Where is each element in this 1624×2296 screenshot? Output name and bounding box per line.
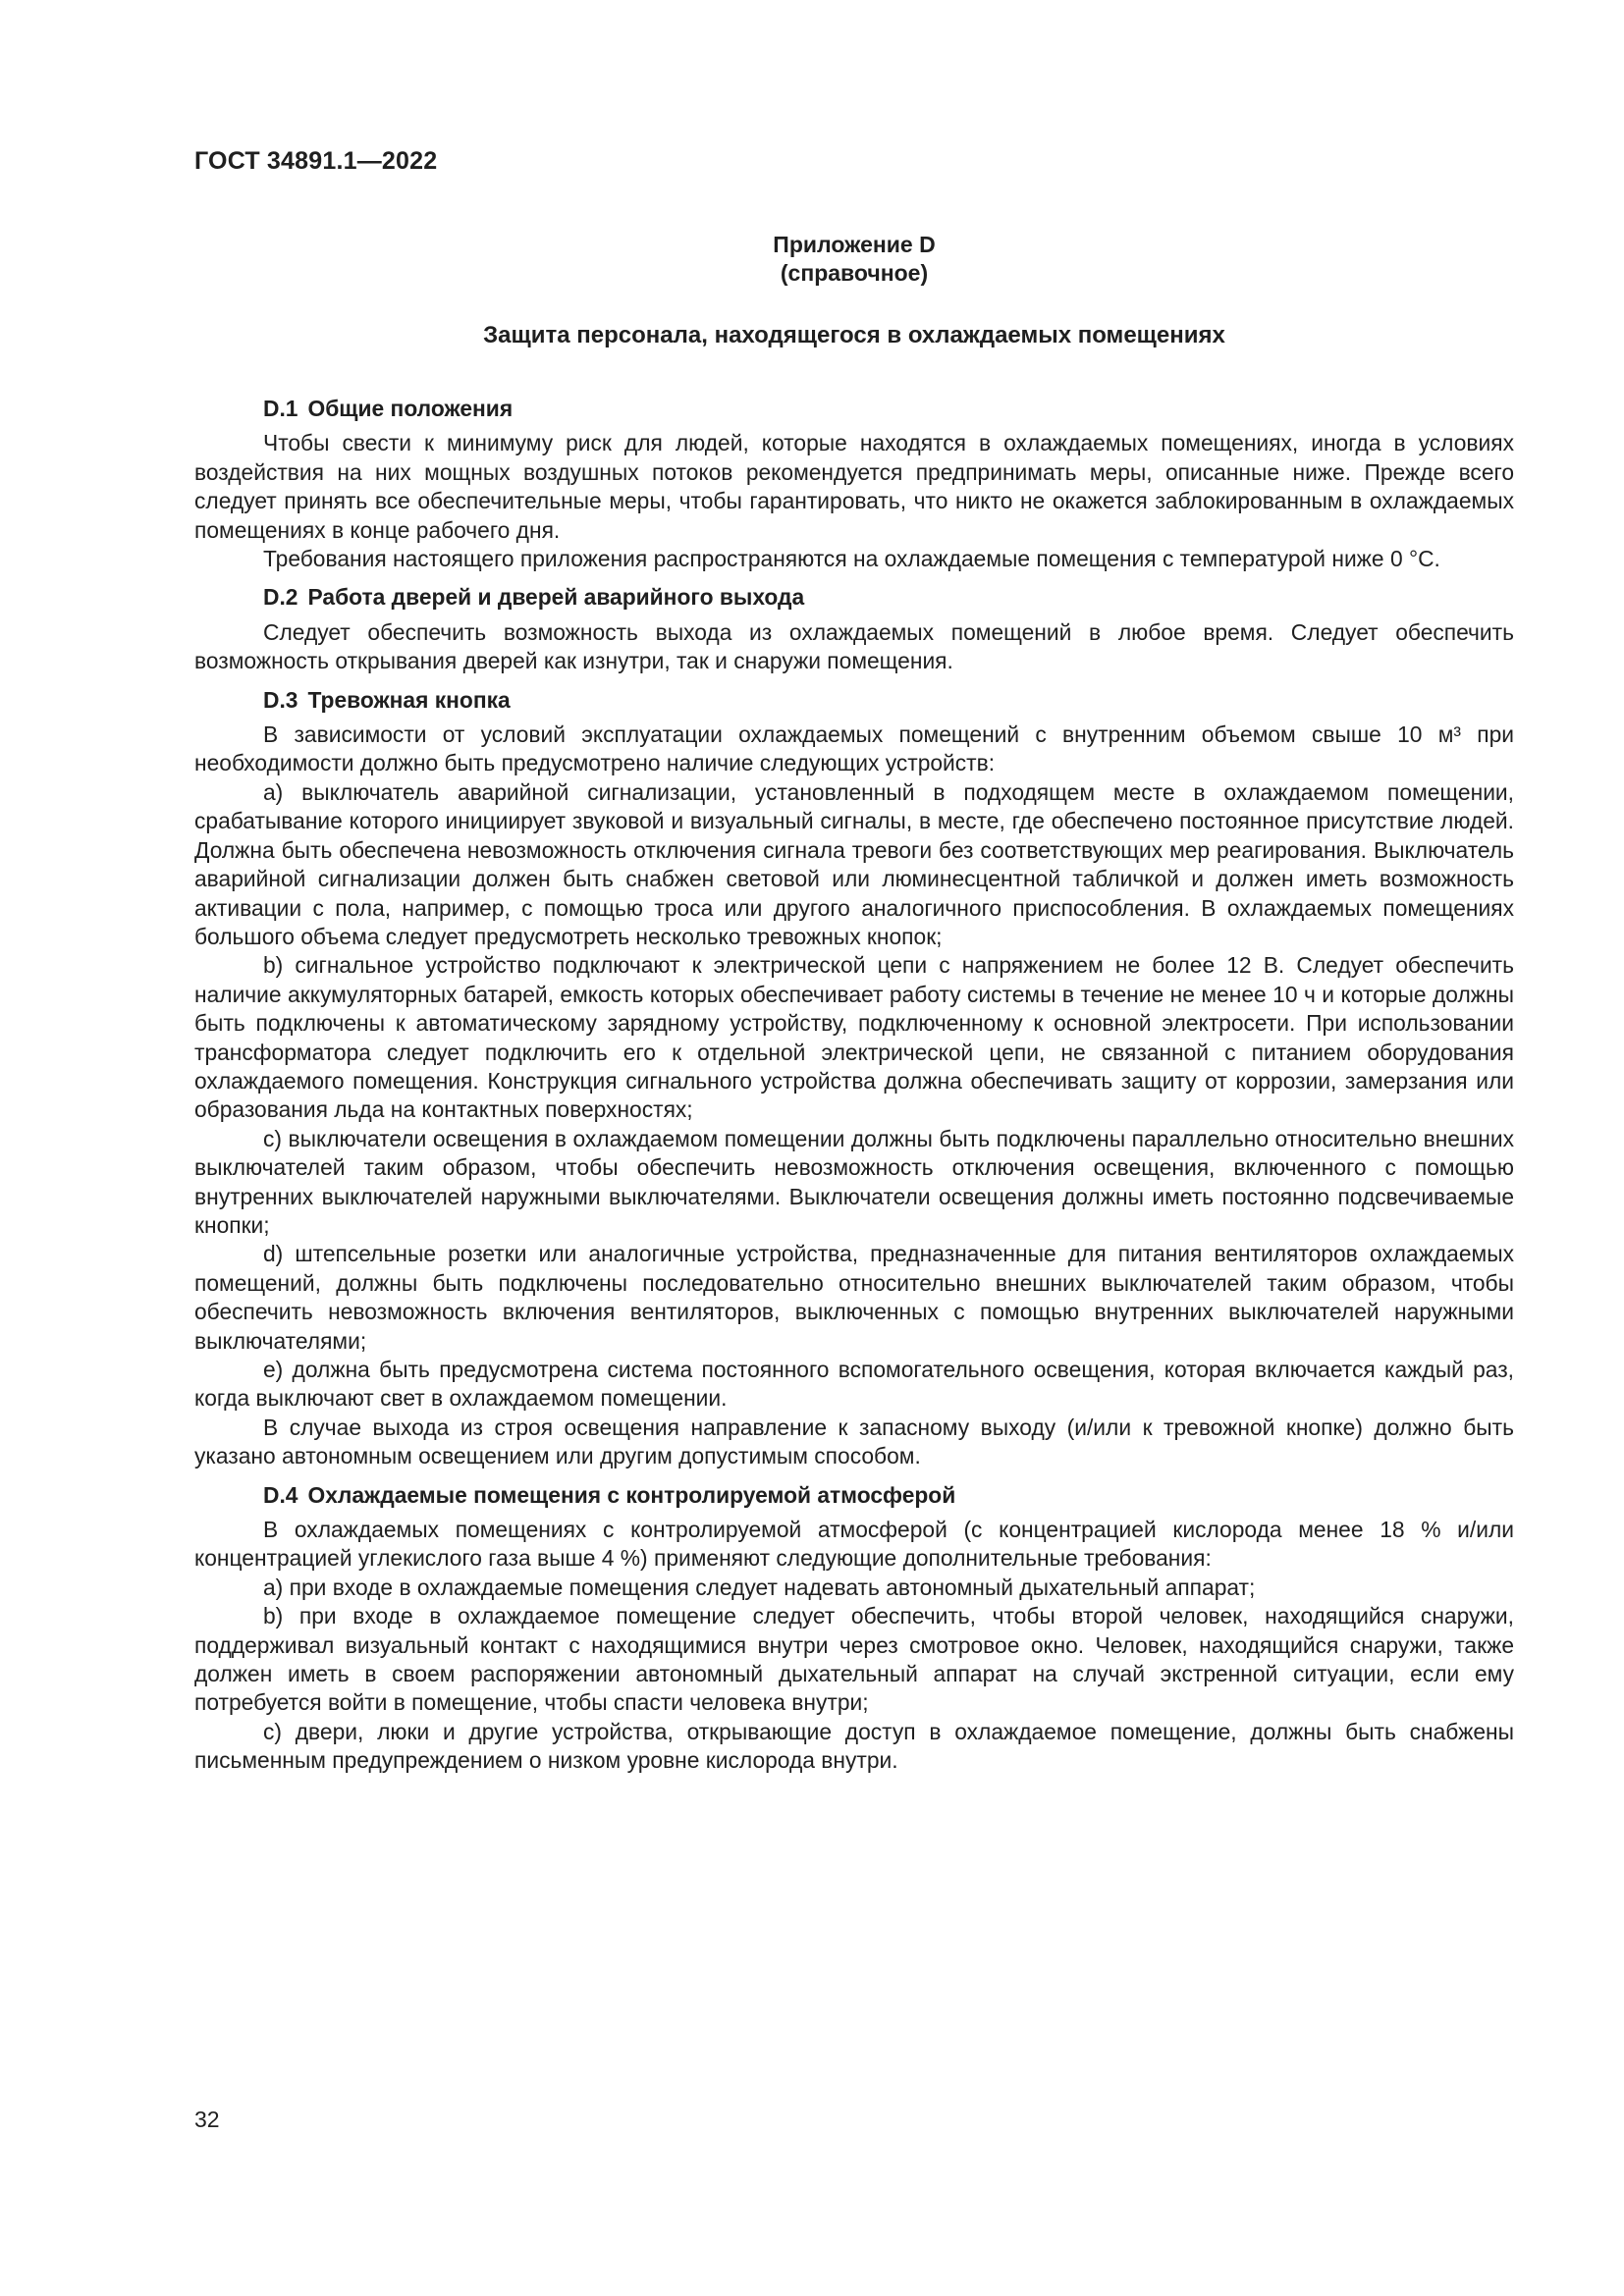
section-heading-d4 [194, 1481, 1514, 1510]
section-title: Работа дверей и дверей аварийного выхода [307, 584, 805, 611]
list-item-d: d) штепсельные розетки или аналогичные устройства, предназначенные для питания вентиляторов охлаждаемых помещений, должны быть подключены последовательно относительно внешних выключателей таким образом, чтобы обеспечить невозможность включения вентиляторов, выключенных с помощью внутренних выключателей наружными выключателями; [194, 1241, 1514, 1354]
page-number: 32 [194, 2107, 220, 2132]
section-title: Тревожная кнопка [307, 686, 511, 713]
list-item-e: e) должна быть предусмотрена система постоянного вспомогательного освещения, которая включается каждый раз, когда выключают свет в охлаждаемом помещении. [194, 1357, 1514, 1412]
section-number: D.4 [263, 1481, 298, 1508]
section-number: D.1 [263, 396, 298, 421]
section-number: D.3 [263, 686, 298, 713]
annex-title-block [194, 231, 1514, 288]
paragraph: В зависимости от условий эксплуатации охлаждаемых помещений с внутренним объемом свыше 10 м³ при необходимости должно быть предусмотрено наличие следующих устройств: [194, 721, 1514, 776]
list-item-b: b) сигнальное устройство подключают к электрической цепи с напряжением не более 12 В. Следует обеспечить наличие аккумуляторных батарей, емкость которых обеспечивает работу системы в течение не менее 10 ч и которые должны быть подключены к автоматическому зарядному устройству, подключенному к основной электросети. При использовании трансформатора следует подключить его к отдельной электрической цепи, не связанной с питанием оборудования охлаждаемого помещения. Конструкция сигнального устройства должна обеспечивать защиту от коррозии, замерзания или образования льда на контактных поверхностях; [194, 952, 1514, 1123]
section-heading-d1 [194, 395, 1514, 423]
document-body [194, 395, 1514, 1776]
paragraph: Требования настоящего приложения распространяются на охлаждаемые помещения с температурой ниже 0 °С. [263, 546, 1440, 572]
list-item-b: b) при входе в охлаждаемое помещение следует обеспечить, чтобы второй человек, находящийся снаружи, поддерживал визуальный контакт с находящимися внутри через смотровое окно. Человек, находящийся снаружи, также должен иметь в своем распоряжении автономный дыхательный аппарат на случай экстренной ситуации, если ему потребуется войти в помещение, чтобы спасти человека внутри; [194, 1603, 1514, 1716]
list-item-c: c) двери, люки и другие устройства, открывающие доступ в охлаждаемое помещение, должны быть снабжены письменным предупреждением о низком уровне кислорода внутри. [194, 1718, 1514, 1774]
section-heading-d2 [194, 583, 1514, 612]
annex-heading: Защита персонала, находящегося в охлаждаемых помещениях [483, 322, 1225, 348]
list-item-a: a) выключатель аварийной сигнализации, установленный в подходящем месте в охлаждаемом помещении, срабатывание которого инициирует звуковой и визуальный сигналы, в месте, где обеспечено постоянное присутствие людей. Должна быть обеспечена невозможность отключения сигнала тревоги без соответствующих мер реагирования. Выключатель аварийной сигнализации должен быть снабжен световой или люминесцентной табличкой и должен иметь возможность активации с пола, например, с помощью троса или другого аналогичного приспособления. В охлаждаемых помещениях большого объема следует предусмотреть несколько тревожных кнопок; [194, 778, 1514, 949]
section-number: D.2 [263, 584, 298, 611]
paragraph: В охлаждаемых помещениях с контролируемой атмосферой (с концентрацией кислорода менее 18 % и/или концентрацией углекислого газа выше 4 %) применяют следующие дополнительные требования: [194, 1517, 1514, 1572]
section-title: Общие положения [307, 396, 514, 421]
document-header-standard: ГОСТ 34891.1—2022 [194, 147, 438, 175]
annex-type: (справочное) [780, 260, 929, 286]
paragraph: Следует обеспечить возможность выхода из охлаждаемых помещений в любое время. Следует обеспечить возможность открывания дверей как изнутри, так и снаружи помещения. [194, 618, 1514, 674]
section-title: Охлаждаемые помещения с контролируемой атмосферой [307, 1481, 956, 1508]
list-item-c: c) выключатели освещения в охлаждаемом помещении должны быть подключены параллельно относительно внешних выключателей таким образом, чтобы обеспечить невозможность отключения освещения, включенного с помощью внутренних выключателей наружными выключателями. Выключатели освещения должны иметь постоянно подсвечиваемые кнопки; [194, 1125, 1514, 1238]
section-heading-d3 [194, 686, 1514, 715]
paragraph: Чтобы свести к минимуму риск для людей, которые находятся в охлаждаемых помещениях, иногда в условиях воздействия на них мощных воздушных потоков рекомендуется предпринимать меры, описанные ниже. Прежде всего следует принять все обеспечительные меры, чтобы гарантировать, что никто не окажется заблокированным в охлаждаемых помещениях в конце рабочего дня. [194, 430, 1514, 543]
list-item-a: a) при входе в охлаждаемые помещения следует надевать автономный дыхательный аппарат; [263, 1574, 1256, 1600]
annex-title: Приложение D [773, 232, 936, 257]
paragraph: В случае выхода из строя освещения направление к запасному выходу (и/или к тревожной кнопке) должно быть указано автономным освещением или другим допустимым способом. [194, 1414, 1514, 1469]
